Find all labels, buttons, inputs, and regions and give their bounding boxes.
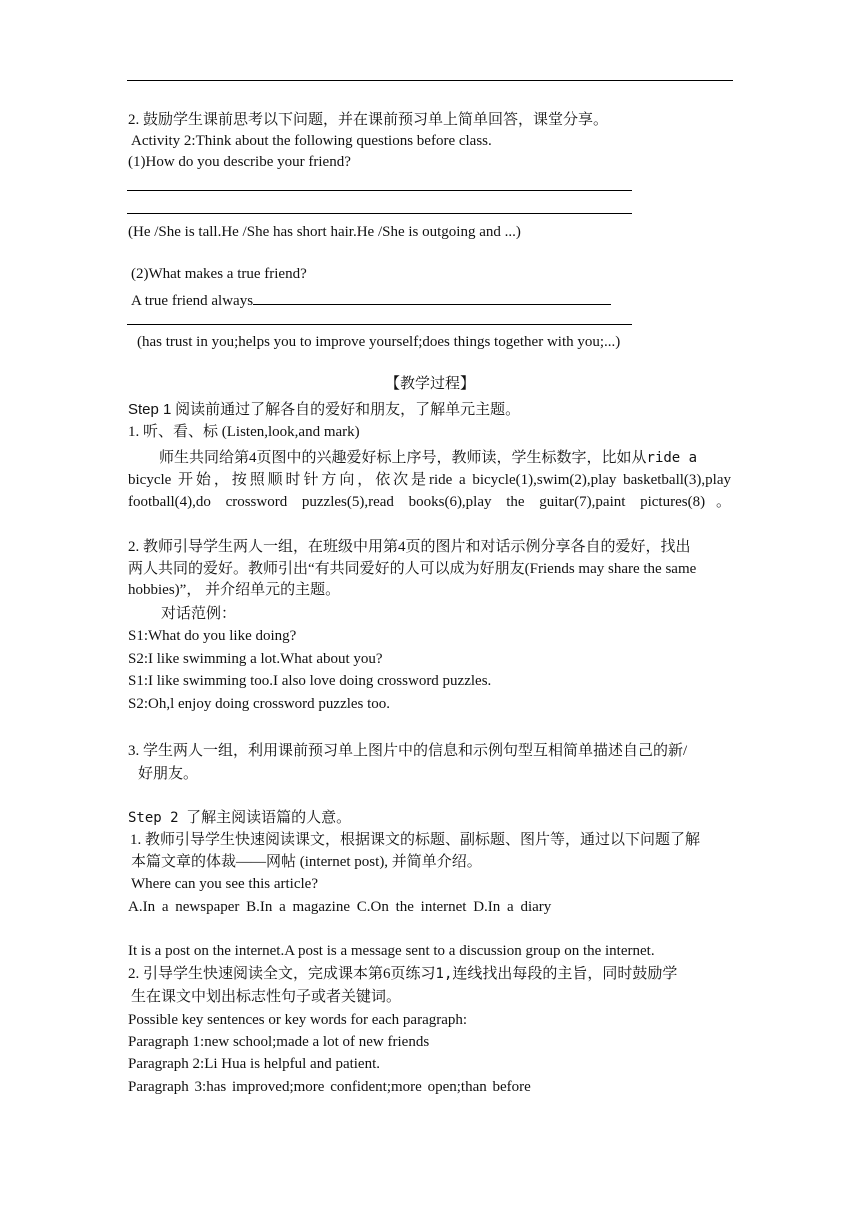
step-2 [128, 808, 351, 828]
header-rule [127, 80, 733, 81]
step-2-text: 了解主阅读语篇的人意。 [186, 810, 352, 826]
step-2-question: Where can you see this article? [131, 876, 318, 892]
step-1-label: Step 1 [128, 401, 172, 418]
step-1-item-2: 两人共同的爱好。教师引出“有共同爱好的人可以成为好朋友(Friends may share the same [128, 561, 697, 577]
paragraph-key: Paragraph 1:new school;made a lot of new friends [128, 1034, 430, 1050]
answer-line [127, 190, 632, 191]
step-1 [128, 400, 520, 420]
answer-blank [253, 289, 611, 305]
step-2-item-2: 生在课文中划出标志性句子或者关键词。 [131, 989, 402, 1005]
question-2-hint: (has trust in you;helps you to improve yourself;does things together with you;...) [137, 334, 621, 350]
step-2-item-1: 本篇文章的体裁——网帖 (internet post), 并简单介绍。 [131, 854, 482, 870]
question-1: (1)How do you describe your friend? [128, 154, 351, 170]
step-2-item-2 [128, 964, 677, 984]
step-1-text: 阅读前通过了解各自的爱好和朋友，了解单元主题。 [175, 402, 521, 418]
section-heading: 【教学过程】 [384, 376, 475, 392]
dialogue-line: S2:Oh,l enjoy doing crossword puzzles too. [128, 696, 391, 712]
paragraph-key: Paragraph 2:Li Hua is helpful and patient. [128, 1056, 381, 1072]
para-text: 师生共同给第4页图中的兴趣爱好标上序号，教师读，学生标数字，比如从 [159, 450, 647, 466]
activity-2-title: Activity 2:Think about the following questions before class. [131, 133, 492, 149]
dialogue-label: 对话范例： [161, 606, 237, 622]
preview-item-2: 2. 鼓励学生课前思考以下问题，并在课前预习单上简单回答，课堂分享。 [128, 112, 609, 128]
step-1-paragraph [159, 448, 697, 468]
step-2-label: Step 2 [128, 810, 179, 826]
answer-line [127, 213, 632, 214]
dialogue-line: S1:What do you like doing? [128, 628, 297, 644]
step-1-item-3: 3. 学生两人一组，利用课前预习单上图片中的信息和示例句型互相简单描述自己的新/ [128, 743, 688, 759]
step-1-item-3: 好朋友。 [138, 766, 199, 782]
item-text: 2. 引导学生快速阅读全文，完成课本第6页练习 [128, 966, 436, 982]
step-2-answer: It is a post on the internet.A post is a message sent to a discussion group on the internet. [128, 943, 655, 959]
dialogue-line: S1:I like swimming too.I also love doing crossword puzzles. [128, 673, 492, 689]
question-2: (2)What makes a true friend? [131, 266, 307, 282]
item-text: 1, [435, 966, 453, 982]
question-1-hint: (He /She is tall.He /She has short hair.He /She is outgoing and ...) [128, 224, 521, 240]
step-2-item-1: 1. 教师引导学生快速阅读课文，根据课文的标题、副标题、图片等，通过以下问题了解 [130, 832, 701, 848]
step-1-paragraph: football(4),do crossword puzzles(5),read books(6),play the guitar(7),paint pictures(8)。 [128, 494, 731, 510]
dialogue-line: S2:I like swimming a lot.What about you? [128, 651, 383, 667]
answer-line [127, 324, 632, 325]
step-1-item-1: 1. 听、看、标 (Listen,look,and mark) [128, 424, 360, 440]
step-1-paragraph: bicycle 开始，按照顺时针方向，依次是ride a bicycle(1),swim(2),play basketball(3),play [128, 472, 731, 488]
key-intro: Possible key sentences or key words for each paragraph: [128, 1012, 468, 1028]
step-2-options: A.In a newspaper B.In a magazine C.On the internet D.In a diary [128, 899, 552, 915]
paragraph-key: Paragraph 3:has improved;more confident;more open;than before [128, 1079, 531, 1095]
item-text: 连线找出每段的主旨，同时鼓励学 [452, 966, 678, 982]
step-1-item-2: 2. 教师引导学生两人一组，在班级中用第4页的图片和对话示例分享各自的爱好，找出 [128, 539, 691, 555]
step-1-item-2: hobbies)”， 并介绍单元的主题。 [128, 582, 341, 598]
question-2-prompt [131, 289, 611, 311]
para-text: ride a [646, 450, 698, 466]
prompt-text: A true friend always [131, 293, 254, 309]
